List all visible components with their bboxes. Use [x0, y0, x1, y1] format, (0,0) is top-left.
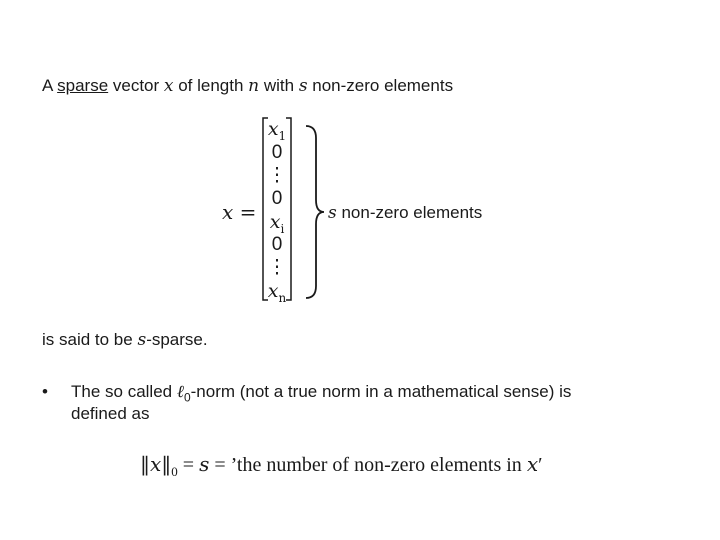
intro-text: A	[42, 76, 58, 95]
math-x: x	[526, 452, 539, 476]
norm-description: ’the number of non-zero elements in	[230, 454, 527, 476]
intro-line	[42, 76, 453, 96]
math-s: s	[137, 330, 147, 350]
intro-text: non-zero elements	[307, 76, 454, 95]
math-ell: ℓ	[176, 382, 184, 402]
definition-text: -sparse.	[146, 330, 208, 349]
vector-ellipsis: ⋮	[267, 257, 287, 278]
math-x: x	[163, 76, 174, 96]
equals-sign: =	[209, 454, 231, 476]
intro-text: of length	[173, 76, 249, 95]
vector-entry: 0	[271, 188, 283, 209]
vector-entry: 0	[271, 142, 283, 163]
norm-x: ‖x‖	[140, 452, 172, 476]
ell-subscript: 0	[183, 390, 191, 405]
closing-quote: ′	[538, 454, 543, 476]
sparse-definition-line	[42, 330, 208, 350]
vector-entry: $x_i$	[269, 211, 285, 236]
vector-entry: 0	[271, 234, 283, 255]
right-brace-icon	[304, 124, 326, 300]
bullet-marker: •	[42, 382, 48, 401]
brace-label	[328, 203, 482, 223]
brace-text: non-zero elements	[336, 203, 483, 222]
sparse-word: sparse	[57, 76, 109, 95]
bullet-line-2: defined as	[71, 404, 150, 423]
intro-text: vector	[108, 76, 164, 95]
norm-equation	[140, 452, 542, 480]
intro-text: with	[259, 76, 299, 95]
math-n: n	[248, 76, 260, 96]
math-s: s	[298, 76, 308, 96]
vector-entry: $x_1$	[267, 118, 287, 143]
equals-sign: =	[177, 454, 200, 476]
definition-text: is said to be	[42, 330, 138, 349]
bullet-line-1	[71, 382, 571, 404]
math-s: s	[199, 452, 210, 476]
vector-matrix	[262, 116, 292, 305]
norm-subscript: 0	[171, 464, 178, 479]
vector-entry: $x_n$	[267, 280, 287, 305]
vector-ellipsis: ⋮	[267, 165, 287, 186]
vector-lhs: x =	[222, 200, 257, 224]
math-s: s	[328, 203, 337, 223]
bullet-text: -norm (not a true norm in a mathematical sense) is	[190, 382, 572, 401]
bullet-text: The so called	[71, 382, 177, 401]
